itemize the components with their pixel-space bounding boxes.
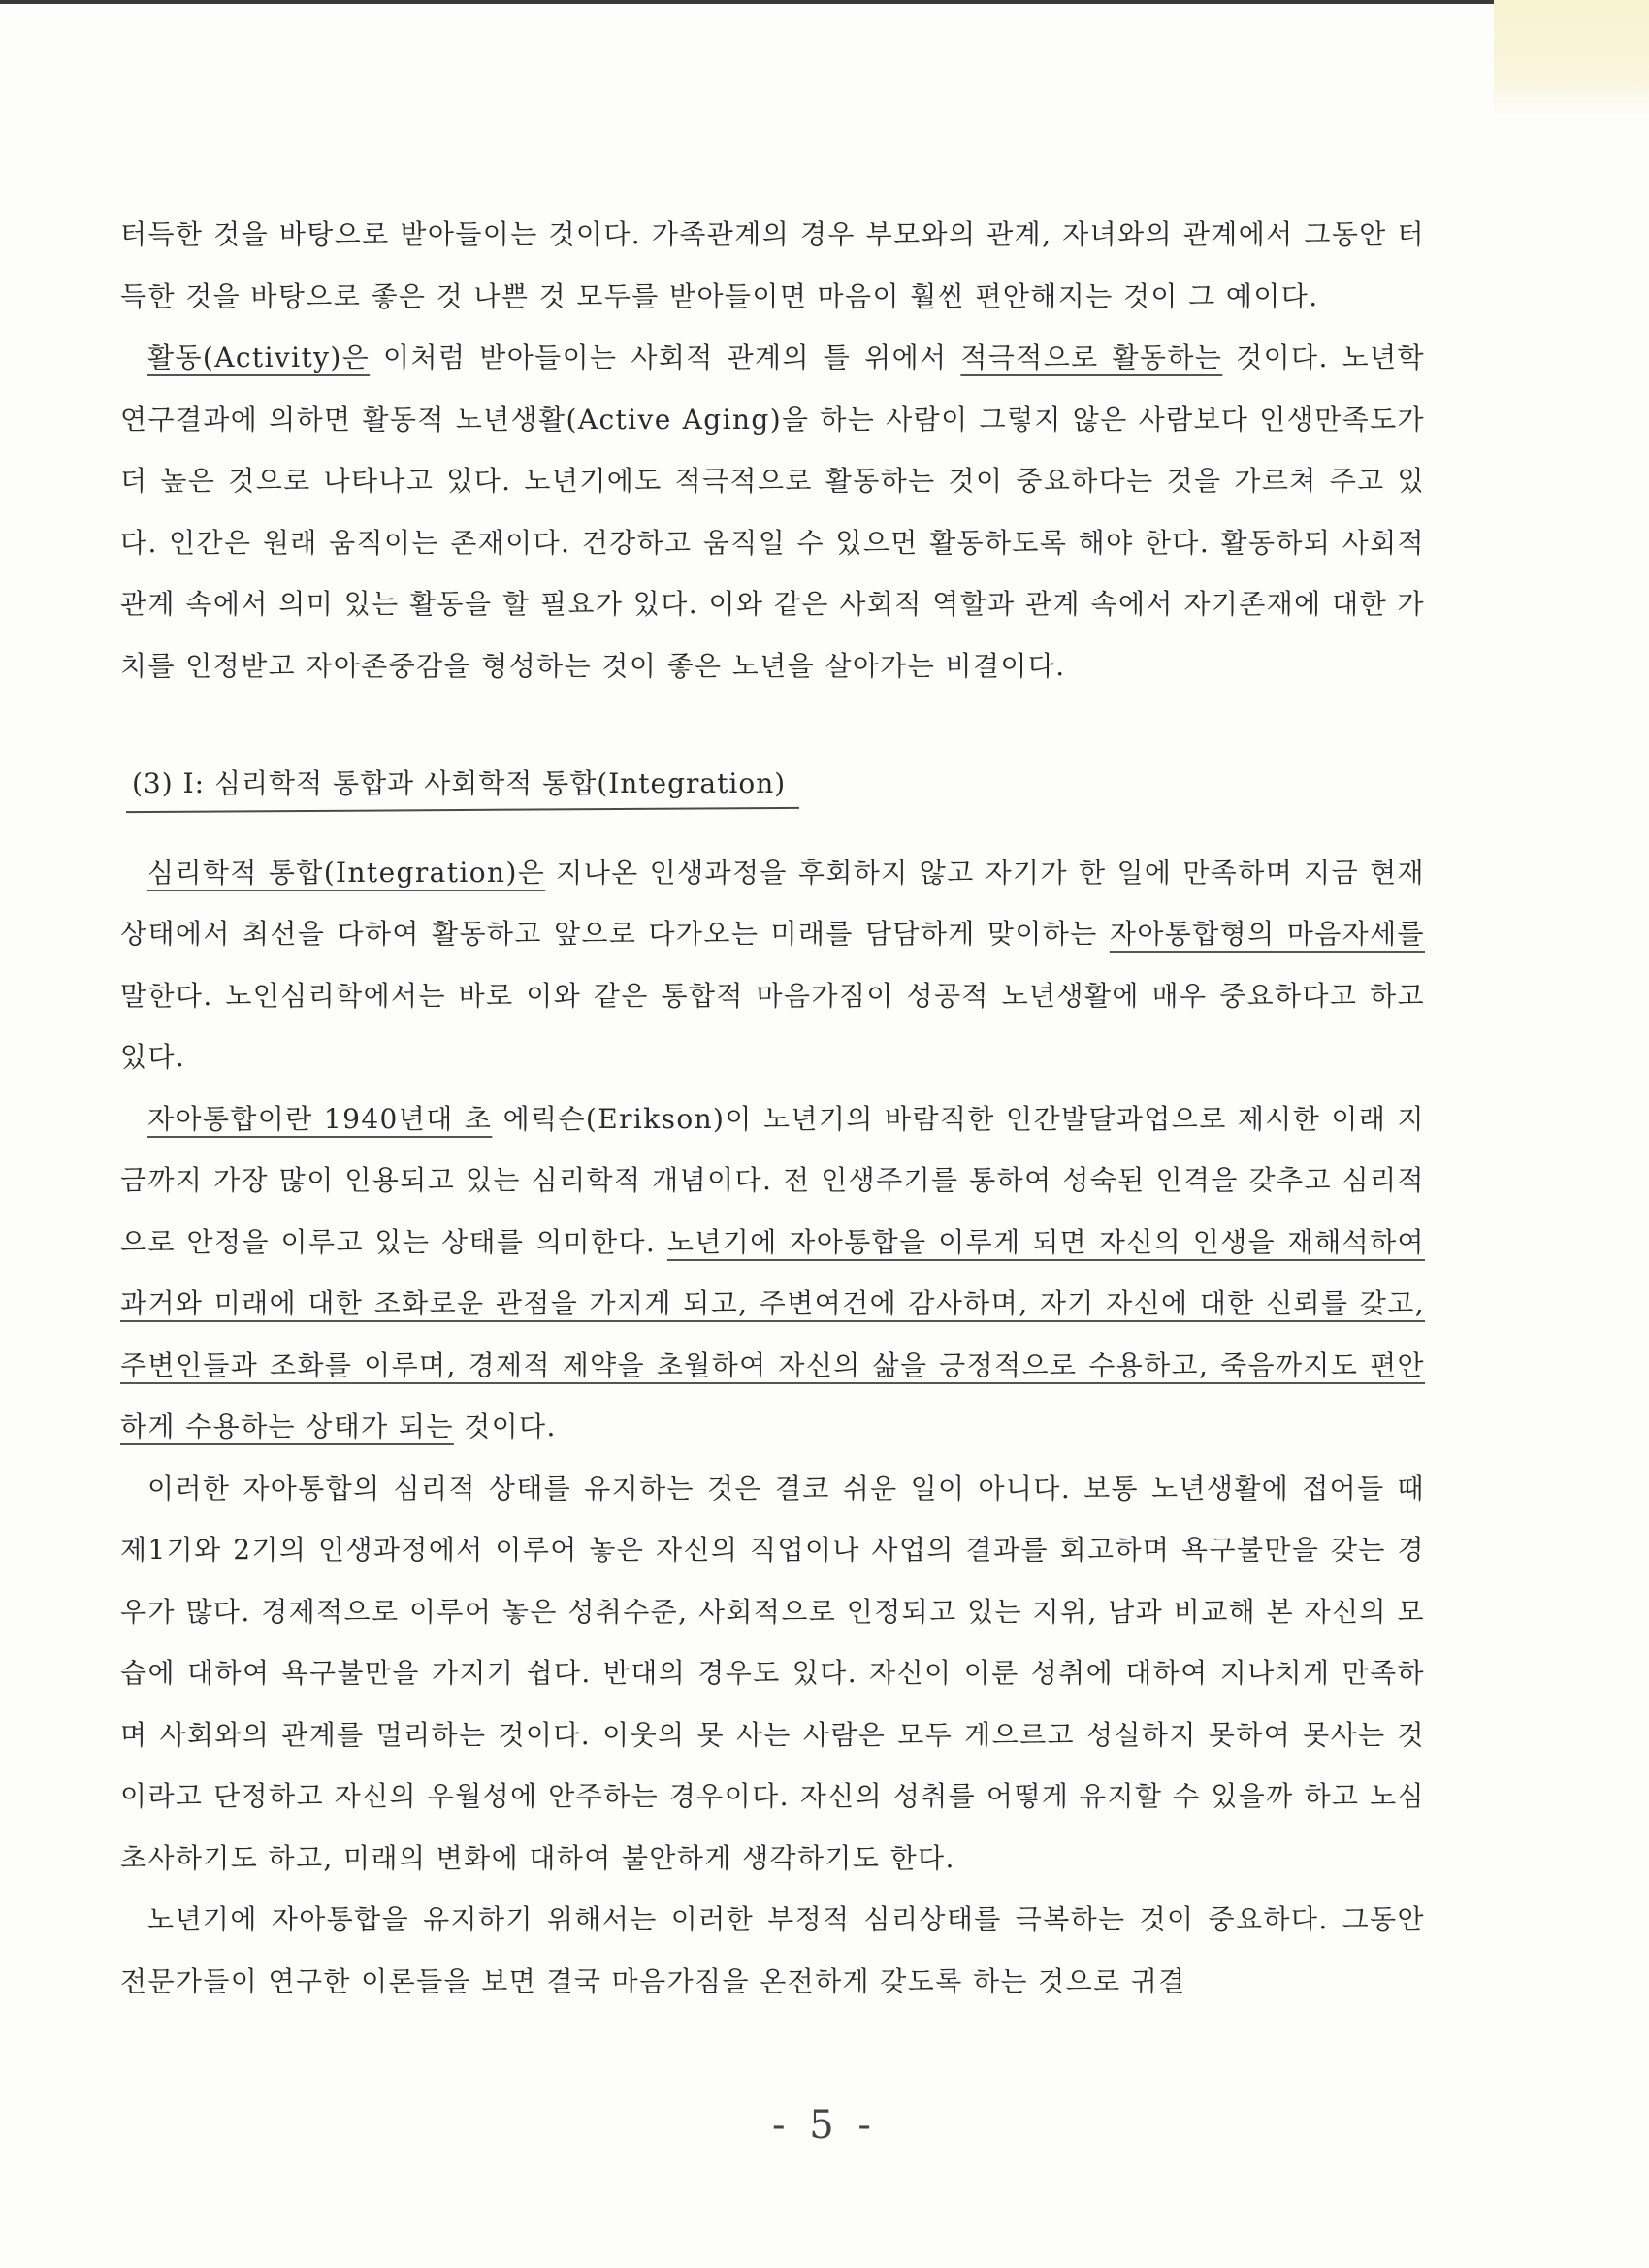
- integration-paragraph: [120, 842, 1425, 1088]
- erikson-term: 자아통합이란 1940년대 초: [147, 1102, 493, 1135]
- page-number: - 5 -: [772, 2103, 877, 2148]
- activity-text-1: 이처럼 받아들이는 사회적 관계의 틀 위에서: [370, 341, 961, 373]
- erikson-emphasis: 노년기에 자아통합을 이루게 되면 자신의 인생을 재해석하여 과거와 미래에 대한 조화로운 관점을 가지게 되고, 주변여건에 감사하며, 자기 자신에 대한 신뢰를 갖고, 주변인들과 조화를 이루며, 경제적 제약을 초월하여 자신의 삶을 긍정적으로 수용하고, 죽음까지도 편안하게 수용하는 상태가 되는: [120, 1225, 1425, 1442]
- integration-text-1: 지나온 인생과정을 후회하지 않고 자기가 한 일에 만족하며 지금 현재 상태에서 최선을 다하여 활동하고 앞으로 다가오는 미래를 담담하게 맞이하는: [120, 856, 1425, 950]
- paper-stain: [1494, 0, 1649, 116]
- activity-paragraph: [120, 327, 1425, 697]
- integration-term: 심리학적 통합(Integration)은: [147, 856, 546, 889]
- activity-term: 활동(Activity)은: [147, 341, 371, 373]
- section-heading: [120, 753, 786, 815]
- activity-text-2: 것이다. 노년학 연구결과에 의하면 활동적 노년생활(Active Aging)을 하는 사람이 그렇지 않은 사람보다 인생만족도가 더 높은 것으로 나타나고 있다. 노년기에도 적극적으로 활동하는 것이 중요하다는 것을 가르쳐 주고 있다. 인간은 원래 움직이는 존재이다. 건강하고 움직일 수 있으면 활동하도록 해야 한다. 활동하되 사회적 관계 속에서 의미 있는 활동을 할 필요가 있다. 이와 같은 사회적 역할과 관계 속에서 자기존재에 대한 가치를 인정받고 자아존중감을 형성하는 것이 좋은 노년을 살아가는 비결이다.: [120, 341, 1426, 682]
- heading-underline: [126, 806, 799, 812]
- difficulty-paragraph: 이러한 자아통합의 심리적 상태를 유지하는 것은 결코 쉬운 일이 아니다. 보통 노년생활에 접어들 때 제1기와 2기의 인생과정에서 이루어 놓은 자신의 직업이나 사업의 결과를 회고하며 욕구불만을 갖는 경우가 많다. 경제적으로 이루어 놓은 성취수준, 사회적으로 인정되고 있는 지위, 남과 비교해 본 자신의 모습에 대하여 욕구불만을 가지기 쉽다. 반대의 경우도 있다. 자신이 이룬 성취에 대하여 지나치게 만족하며 사회와의 관계를 멀리하는 것이다. 이웃의 못 사는 사람은 모두 게으르고 성실하지 못하여 못사는 것이라고 단정하고 자신의 우월성에 안주하는 경우이다. 자신의 성취를 어떻게 유지할 수 있을까 하고 노심초사하기도 하고, 미래의 변화에 대하여 불안하게 생각하기도 한다.: [120, 1472, 1425, 1874]
- erikson-text-2: 것이다.: [453, 1410, 557, 1442]
- integration-text-2: 말한다. 노인심리학에서는 바로 이와 같은 통합적 마음가짐이 성공적 노년생활에 매우 중요하다고 하고 있다.: [120, 979, 1425, 1073]
- intro-paragraph: 터득한 것을 바탕으로 받아들이는 것이다. 가족관계의 경우 부모와의 관계, 자녀와의 관계에서 그동안 터득한 것을 바탕으로 좋은 것 나쁜 것 모두를 받아들이면 마음이 훨씬 편안해지는 것이 그 예이다.: [120, 218, 1425, 312]
- integration-emphasis: 자아통합형의 마음자세를: [1109, 918, 1425, 950]
- erikson-paragraph: [120, 1088, 1425, 1458]
- erikson-text-1: 에릭슨(Erikson)이 노년기의 바람직한 인간발달과업으로 제시한 이래 지금까지 가장 많이 인용되고 있는 심리학적 개념이다. 전 인생주기를 통하여 성숙된 인격을 갖추고 심리적으로 안정을 이루고 있는 상태를 의미한다.: [120, 1102, 1425, 1258]
- scan-edge: [0, 0, 1649, 4]
- page-body: [120, 204, 1425, 2012]
- closing-paragraph: 노년기에 자아통합을 유지하기 위해서는 이러한 부정적 심리상태를 극복하는 것이 중요하다. 그동안 전문가들이 연구한 이론들을 보면 결국 마음가짐을 온전하게 갖도록 하는 것으로 귀결: [120, 1903, 1425, 1997]
- activity-emphasis: 적극적으로 활동하는: [960, 341, 1223, 373]
- section-heading-text: (3) I: 심리학적 통합과 사회학적 통합(Integration): [132, 767, 787, 799]
